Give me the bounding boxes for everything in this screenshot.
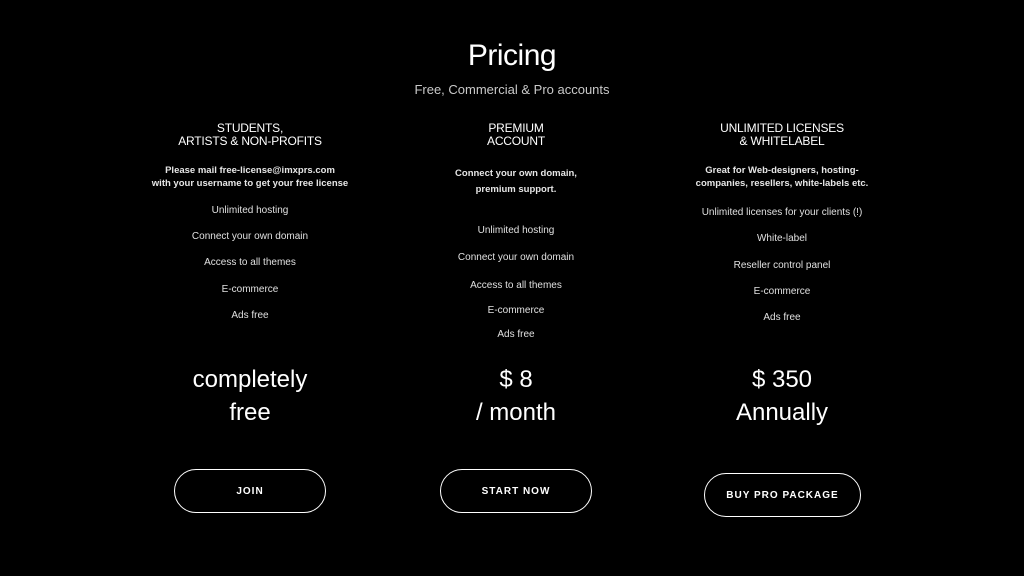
plan-name bbox=[632, 122, 932, 148]
plan-description bbox=[100, 164, 400, 190]
plan-name-line: PREMIUM bbox=[488, 121, 544, 135]
join-button[interactable]: JOIN bbox=[174, 469, 326, 513]
feature-item: White-label bbox=[756, 233, 808, 244]
feature-item: Access to all themes bbox=[204, 257, 296, 268]
price-line: Annually bbox=[735, 399, 829, 426]
plan-price bbox=[366, 363, 666, 429]
plan-description-line: Please mail free-license@imxprs.com bbox=[165, 165, 335, 176]
feature-item: Unlimited licenses for your clients (!) bbox=[701, 207, 863, 218]
plan-description-line: Great for Web-designers, hosting- bbox=[705, 165, 859, 176]
page-title: Pricing bbox=[467, 39, 557, 72]
start-now-button[interactable]: START NOW bbox=[440, 469, 592, 513]
plan-name-line: ARTISTS & NON-PROFITS bbox=[178, 134, 322, 148]
plan-price bbox=[100, 363, 400, 429]
feature-item: Ads free bbox=[497, 329, 535, 340]
feature-item: Ads free bbox=[231, 310, 269, 321]
plan-name-line: & WHITELABEL bbox=[739, 134, 825, 148]
plan-description-line: premium support. bbox=[475, 184, 557, 195]
plan-description bbox=[366, 166, 666, 198]
plan-description-line: companies, resellers, white-labels etc. bbox=[695, 178, 869, 189]
plan-name-line: ACCOUNT bbox=[487, 134, 545, 148]
feature-item: Unlimited hosting bbox=[477, 225, 555, 236]
feature-item: Reseller control panel bbox=[733, 260, 831, 271]
plan-description-line: with your username to get your free license bbox=[151, 178, 349, 189]
plan-price bbox=[632, 363, 932, 429]
price-line: free bbox=[229, 399, 271, 426]
plan-name-line: STUDENTS, bbox=[216, 121, 284, 135]
feature-item: Connect your own domain bbox=[457, 252, 575, 263]
feature-item: Ads free bbox=[763, 312, 801, 323]
feature-item: E-commerce bbox=[753, 286, 811, 297]
feature-item: Access to all themes bbox=[470, 280, 562, 291]
page-subtitle: Free, Commercial & Pro accounts bbox=[414, 82, 610, 97]
price-line: $ 8 bbox=[499, 366, 533, 393]
plan-description-line: Connect your own domain, bbox=[455, 168, 577, 179]
plan-unlimited bbox=[632, 0, 932, 576]
feature-item: E-commerce bbox=[221, 284, 279, 295]
plan-premium bbox=[366, 0, 666, 576]
price-line: / month bbox=[475, 399, 557, 426]
plan-name bbox=[100, 122, 400, 148]
plan-name bbox=[366, 122, 666, 148]
price-line: $ 350 bbox=[751, 366, 813, 393]
feature-item: Unlimited hosting bbox=[211, 205, 289, 216]
plan-students bbox=[100, 0, 400, 576]
plan-description bbox=[632, 164, 932, 190]
price-line: completely bbox=[192, 366, 308, 393]
plan-name-line: UNLIMITED LICENSES bbox=[720, 121, 844, 135]
feature-item: Connect your own domain bbox=[191, 231, 309, 242]
feature-item: E-commerce bbox=[487, 305, 545, 316]
buy-pro-package-button[interactable]: BUY PRO PACKAGE bbox=[704, 473, 861, 517]
